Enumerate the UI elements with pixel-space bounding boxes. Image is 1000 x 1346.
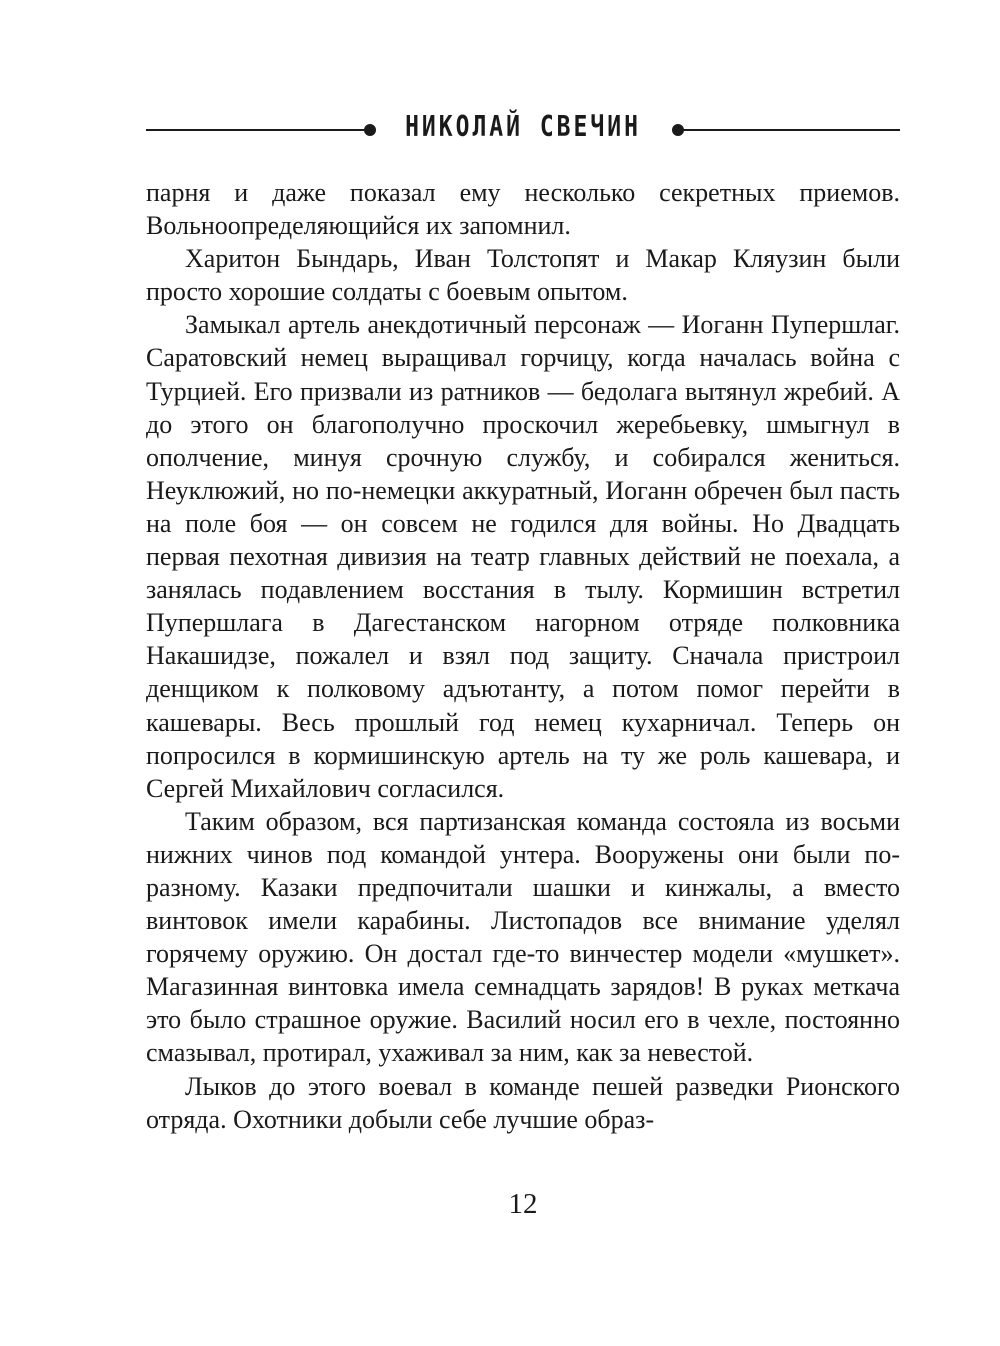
header-rule-left [146,129,368,131]
paragraph: Лыков до этого воевал в команде пешей разведки Рионского отряда. Охотники добыли себе лучшие образ- [146,1071,900,1134]
paragraph: Таким образом, вся партизанская команда состояла из восьми нижних чинов под командой унтера. Вооружены они были по-разному. Казаки предпочитали шашки и кинжалы, а вместо винтовок имели карабины. Листопадов все внимание уделял горячему оружию. Он достал где-то винчестер модели «мушкет». Магазинная винтовка имела семнадцать зарядов! В руках меткача это было страшное оружие. Василий носил его в чехле, постоянно смазывал, протирал, ухаживал за ним, как за невестой. [146,806,900,1068]
running-head [146,110,900,150]
body-text [146,176,900,1136]
page-number: 12 [508,1188,538,1220]
header-dot-left [364,124,376,136]
paragraph-continued: парня и даже показал ему несколько секретных приемов. Вольноопределяющийся их запомнил. [146,178,900,241]
header-rule-right [679,129,900,131]
paragraph: Харитон Бындарь, Иван Толстопят и Макар Кляузин были просто хорошие солдаты с боевым опытом. [146,244,900,307]
running-head-title: НИКОЛАЙ СВЕЧИН [405,110,641,144]
paragraph: Замыкал артель анекдотичный персонаж — Иоганн Пупершлаг. Саратовский немец выращивал горчицу, когда началась война с Турцией. Его призвали из ратников — бедолага вытянул жребий. А до этого он благополучно проскочил жеребьевку, шмыгнул в ополчение, минуя срочную службу, и собирался жениться. Неуклюжий, но по-немецки аккуратный, Иоганн обречен был пасть на поле боя — он совсем не годился для войны. Но Двадцать первая пехотная дивизия на театр главных действий не поехала, а занялась подавлением восстания в тылу. Кормишин встретил Пупершлага в Дагестанском нагорном отряде полковника Накашидзе, пожалел и взял под защиту. Сначала пристроил денщиком к полковому адъютанту, а потом помог перейти в кашевары. Весь прошлый год немец кухарничал. Теперь он попросился в кормишинскую артель на ту же роль кашевара, и Сергей Михайлович согласился. [146,310,900,803]
